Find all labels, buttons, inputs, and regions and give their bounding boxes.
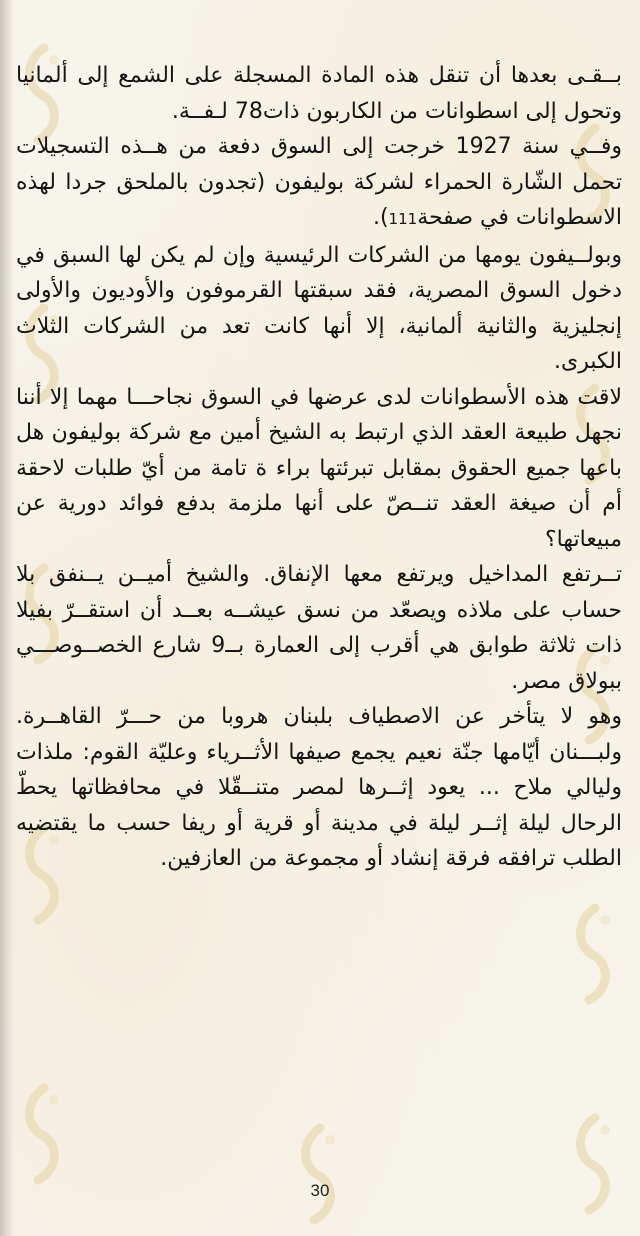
footnote-reference: 111 <box>388 210 418 228</box>
paragraph: بــقـى بعدها أن تنقل هذه المادة المسجلة على الشمع إلى ألمانيا وتحول إلى اسطوانات من الكاربون ذات78 لـفــة. <box>16 63 622 124</box>
watermark-logo <box>565 1110 625 1220</box>
paragraph: وبولــيفون يومها من الشركات الرئيسية وإن لم يكن لها السبق في دخول السوق المصرية، فقد سبقتها القرموفون والأوديون والأولى إنجليزية والثانية ألمانية، إلا أنها كانت تعد من الشركات الثلاث الكبرى. <box>16 242 622 374</box>
watermark-logo <box>14 1080 74 1190</box>
book-spine-shadow <box>0 0 14 1236</box>
paragraph: تــرتفع المداخيل ويرتفع معها الإنفاق. والشيخ أميــن يــنفق بلا حساب على ملاذه ويصعّد من نسق عيشــه بعــد أن استقــرّ بفيلا ذات ثلاثة طوابق هي أقرب إلى العمارة بــ9 شارع الخصــوصـــي ببولاق مصر. <box>16 562 622 694</box>
body-text <box>16 58 622 877</box>
watermark-logo <box>290 1120 350 1230</box>
watermark-logo <box>565 900 625 1010</box>
paragraph: لاقت هذه الأسطوانات لدى عرضها في السوق نجاحـــا مهما إلا أننا نجهل طبيعة العقد الذي ارتبط به الشيخ أمين مع شركة بوليفون هل باعها جميع الحقوق بمقابل تبرئتها براء ة تامة من أيّ طلبات لاحقة أم أن صيغة العقد تنــصّ على أنها ملزمة بدفع فوائد دورية عن مبيعاتها؟ <box>16 384 622 552</box>
paragraph-with-footnote <box>16 129 622 238</box>
paragraph: وهو لا يتأخر عن الاصطياف بلبنان هروبا من حـــرّ القاهــرة. ولبـــنان أيّامها جنّة نعيم يجمع صيفها الأثــرياء وعليّة القوم: ملذات وليالي ملاح ... يعود إثــرها لمصر متنــقّلا في محافظاتها يحطّ الرحال ليلة إثــر ليلة في مدينة أو قرية أو ريفا حسب ما يقتضيه الطلب ترافقه فرقة إنشاد أو مجموعة من العازفين. <box>16 704 622 871</box>
page-number: 30 <box>310 1181 330 1200</box>
footnote-close: ). <box>372 205 389 230</box>
paragraph-text: وفــي سنة 1927 خرجت إلى السوق دفعة من هــذه التسجيلات تحمل الشّارة الحمراء لشركة بوليفون (تجدون بالملحق جردا لهذه الاسطوانات في صفحة <box>16 134 622 230</box>
